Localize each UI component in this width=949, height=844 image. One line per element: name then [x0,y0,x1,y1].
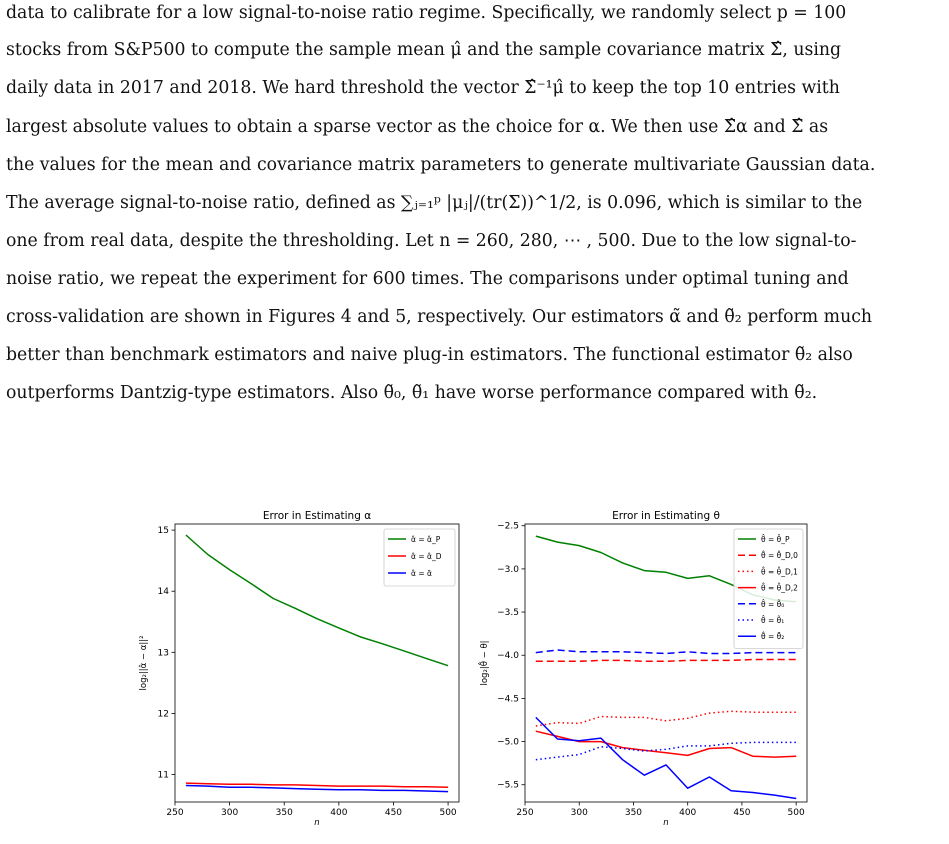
legend-label: θ̂ = θ̂_P [761,535,790,544]
text-line: stocks from S&P500 to compute the sample mean μ̂ and the sample covariance matrix Σ̂, using [6,40,842,60]
chart-2 [477,510,807,828]
series-line [536,731,796,757]
series-line [536,717,796,798]
y-tick-label: 12 [157,709,169,720]
text-line: outperforms Dantzig-type estimators. Also θ̃₀, θ̃₁ have worse performance compared with θ̃₂. [6,383,818,403]
text-line: cross-validation are shown in Figures 4 and 5, respectively. Our estimators α̃ and θ̃₂ perform much [6,307,873,327]
x-axis-label: n [314,818,320,828]
text-line: The average signal-to-noise ratio, defined as ∑ⱼ₌₁ᵖ |μⱼ|/(tr(Σ))^1/2, is 0.096, which is similar to the [6,193,863,213]
y-axis-label: log₂|θ̂ − θ| [480,640,490,686]
y-axis-label: log₂||α̂ − α||² [139,635,149,691]
y-tick-label: −5.5 [497,780,519,791]
legend-label: α̂ = α̃ [411,569,432,578]
y-tick-label: −2.5 [497,521,519,532]
legend-label: θ̂ = θ̂_D,2 [761,583,798,593]
y-tick-label: 14 [157,587,169,598]
legend-label: α̂ = α̂_P [411,535,441,544]
y-tick-label: −3.5 [497,608,519,619]
legend-label: α̂ = α̂_D [411,552,442,561]
x-tick-label: 450 [384,808,403,818]
x-tick-label: 250 [516,808,534,818]
legend-label: θ̂ = θ̃₀ [761,599,785,609]
x-tick-label: 300 [221,808,239,818]
y-tick-label: 15 [157,526,169,537]
x-tick-label: 450 [733,808,751,818]
chart-title: Error in Estimating θ [612,510,720,522]
text-line: daily data in 2017 and 2018. We hard threshold the vector Σ̂⁻¹μ̂ to keep the top 10 entries with [6,78,840,98]
chart-title: Error in Estimating α [262,510,372,522]
series-line [536,650,796,654]
x-tick-label: 250 [166,808,184,818]
x-tick-label: 400 [330,808,348,818]
legend-label: θ̂ = θ̃₁ [761,616,785,625]
x-axis-label: n [663,818,669,828]
series-line [536,660,796,662]
text-line: data to calibrate for a low signal-to-noise ratio regime. Specifically, we randomly select p = 100 [6,3,847,23]
text-line: largest absolute values to obtain a sparse vector as the choice for α. We then use Σ̂α and Σ̂ as [6,117,829,137]
text-line: better than benchmark estimators and naive plug-in estimators. The functional estimator θ̃₂ also [6,345,853,365]
legend-label: θ̂ = θ̂_D,0 [761,551,798,561]
y-tick-label: −4.5 [497,694,519,705]
x-tick-label: 400 [679,808,697,818]
y-tick-label: −3.0 [497,564,519,575]
y-tick-label: 11 [157,770,169,781]
x-tick-label: 300 [570,808,588,818]
x-tick-label: 350 [275,808,293,818]
legend-label: θ̂ = θ̃₂ [761,632,785,642]
legend-label: θ̂ = θ̂_D,1 [761,567,798,577]
y-tick-label: −4.0 [497,651,519,662]
x-tick-label: 350 [624,808,643,818]
y-tick-label: 13 [157,648,169,659]
x-tick-label: 500 [787,808,805,818]
series-line [536,711,796,726]
text-line: one from real data, despite the thresholding. Let n = 260, 280, ⋯ , 500. Due to the low signal-to- [6,231,857,251]
x-tick-label: 500 [439,808,457,818]
y-tick-label: −5.0 [497,737,519,748]
chart-1 [138,510,459,828]
text-line: the values for the mean and covariance matrix parameters to generate multivariate Gaussian data. [6,155,876,175]
text-line: noise ratio, we repeat the experiment for 600 times. The comparisons under optimal tuning and [6,269,849,289]
